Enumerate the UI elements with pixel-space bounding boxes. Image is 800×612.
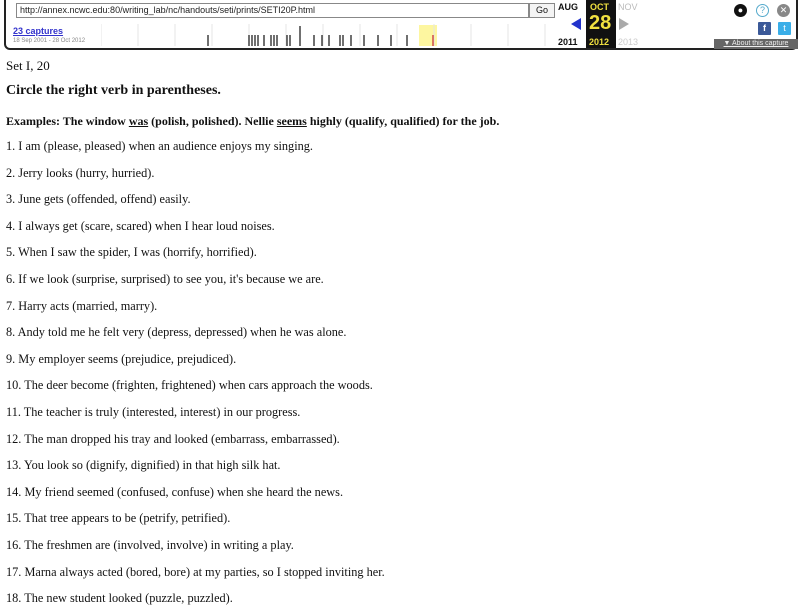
examples: [6, 114, 796, 129]
exercise-item: 18. The new student looked (puzzle, puzzled).: [6, 591, 233, 606]
captures-link[interactable]: 23 captures: [13, 26, 64, 36]
handout: [6, 58, 796, 612]
set-label: Set I, 20: [6, 58, 50, 73]
exercise-item: 14. My friend seemed (confused, confuse) when she heard the news.: [6, 484, 344, 499]
capture-range: 18 Sep 2001 - 28 Oct 2012: [13, 38, 86, 44]
close-icon[interactable]: ✕: [777, 4, 790, 17]
current-capture: [586, 0, 616, 48]
prev-month[interactable]: AUG: [558, 2, 578, 12]
exercise-item: 8. Andy told me he felt very (depress, depressed) when he was alone.: [6, 325, 347, 340]
current-day: 28: [589, 12, 612, 34]
exercise-item: 6. If we look (surprise, surprised) to see you, it's because we are.: [6, 271, 324, 286]
next-month[interactable]: NOV: [618, 2, 638, 12]
exercise-item: 12. The man dropped his tray and looked (embarrass, embarrassed).: [6, 431, 340, 446]
exercise-item: 9. My employer seems (prejudice, prejudiced).: [6, 351, 237, 366]
capture-timeline[interactable]: [101, 22, 556, 46]
exercise-item: 3. June gets (offended, offend) easily.: [6, 192, 191, 207]
example-verb: seems: [276, 114, 307, 128]
prev-arrow-icon[interactable]: [571, 18, 581, 30]
go-button[interactable]: Go: [529, 3, 555, 18]
wayback-toolbar: [4, 0, 798, 50]
facebook-icon[interactable]: f: [758, 22, 771, 35]
exercise-item: 11. The teacher is truly (interested, interest) in our progress.: [6, 404, 301, 419]
examples-text: Examples: The window: [6, 114, 129, 128]
next-year[interactable]: 2013: [618, 37, 639, 47]
about-capture-button[interactable]: ▼ About this capture: [714, 39, 798, 49]
page-heading: Circle the right verb in parentheses.: [6, 83, 221, 98]
prev-year[interactable]: 2011: [558, 37, 578, 47]
exercise-item: 13. You look so (dignify, dignified) in that high silk hat.: [6, 458, 281, 473]
url-input[interactable]: http://annex.ncwc.edu:80/writing_lab/nc/handouts/seti/prints/SETI20P.html: [16, 3, 529, 18]
exercise-item: 5. When I saw the spider, I was (horrify, horrified).: [6, 245, 257, 260]
examples-text: highly (qualify, qualified) for the job.: [306, 114, 500, 128]
current-month: OCT: [590, 2, 609, 12]
exercise-item: 17. Marna always acted (bored, bore) at my parties, so I stopped inviting her.: [6, 564, 385, 579]
exercise-item: 1. I am (please, pleased) when an audience enjoys my singing.: [6, 139, 313, 153]
exercise-item: 4. I always get (scare, scared) when I hear loud noises.: [6, 218, 275, 233]
user-icon[interactable]: ●: [734, 4, 747, 17]
examples-text: (polish, polished). Nellie: [148, 114, 277, 128]
next-arrow-icon[interactable]: [619, 18, 629, 30]
exercise-item: 10. The deer become (frighten, frightened) when cars approach the woods.: [6, 378, 373, 393]
example-verb: was: [128, 114, 149, 128]
current-year: 2012: [589, 37, 610, 47]
exercise-item: 7. Harry acts (married, marry).: [6, 298, 158, 313]
exercise-item: 16. The freshmen are (involved, involve) in writing a play.: [6, 537, 294, 552]
twitter-icon[interactable]: t: [778, 22, 791, 35]
help-icon[interactable]: ?: [756, 4, 769, 17]
exercise-item: 2. Jerry looks (hurry, hurried).: [6, 165, 155, 180]
exercise-item: 15. That tree appears to be (petrify, petrified).: [6, 511, 231, 526]
exercise-list: [6, 133, 796, 612]
